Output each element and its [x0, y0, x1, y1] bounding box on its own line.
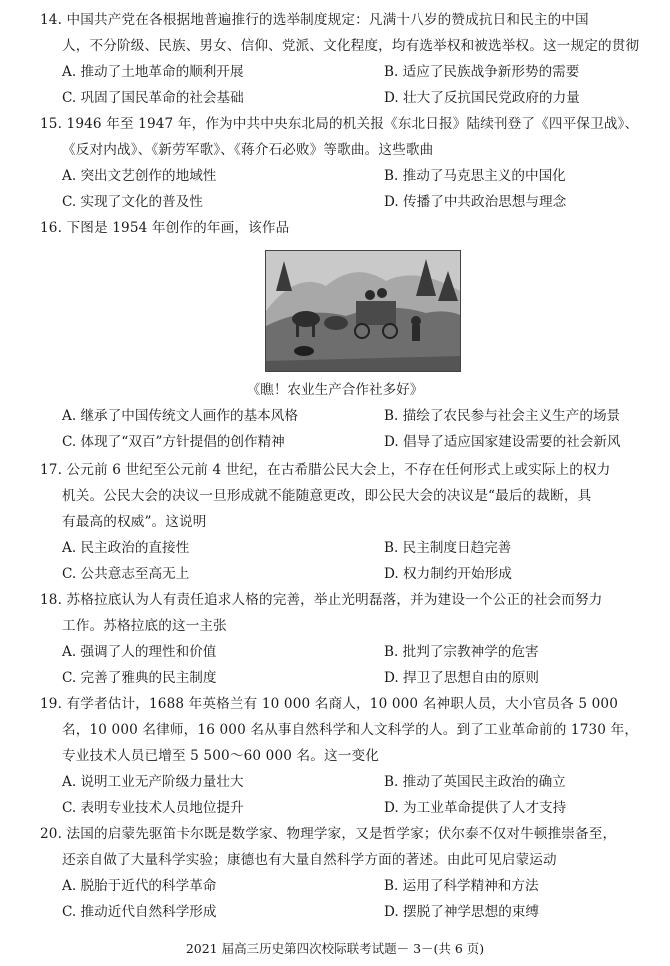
question-15-stem-line-2: 《反对内战》、《新劳军歌》、《蒋介石必败》等歌曲。这些歌曲: [62, 142, 434, 158]
question-17-option-a: A. 民主政治的直接性: [62, 540, 190, 556]
question-17-stem-line-3: 有最高的权威”。这说明: [62, 514, 207, 530]
question-19-stem-line-1: 19. 有学者估计，1688 年英格兰有 10 000 名商人，10 000 名神职人员，大小官员各 5 000: [40, 696, 619, 712]
question-17-option-d: D. 权力制约开始形成: [384, 566, 512, 582]
question-19-stem-line-3: 专业技术人员已增至 5 500～60 000 名。这一变化: [62, 748, 379, 764]
question-20-option-c: C. 推动近代自然科学形成: [62, 904, 217, 920]
question-19-option-c: C. 表明专业技术人员地位提升: [62, 800, 244, 816]
question-14-option-d: D. 壮大了反抗国民党政府的力量: [384, 90, 580, 106]
painting-illustration: [266, 251, 460, 371]
question-18-option-d: D. 捍卫了思想自由的原则: [384, 670, 539, 686]
question-18-stem-line-1: 18. 苏格拉底认为人有责任追求人格的完善，举止光明磊落，并为建设一个公正的社会而努力: [40, 592, 603, 608]
question-20-option-b: B. 运用了科学精神和方法: [384, 878, 539, 894]
question-14-option-b: B. 适应了民族战争新形势的需要: [384, 64, 580, 80]
question-20-option-a: A. 脱胎于近代的科学革命: [62, 878, 217, 894]
page-footer: 2021 届高三历史第四次校际联考试题－ 3－(共 6 页): [185, 941, 485, 956]
question-14-option-a: A. 推动了土地革命的顺利开展: [62, 64, 244, 80]
question-16-option-c: C. 体现了“双百”方针提倡的创作精神: [62, 434, 285, 450]
question-15-option-c: C. 实现了文化的普及性: [62, 194, 203, 210]
question-16-option-b: B. 描绘了农民参与社会主义生产的场景: [384, 408, 621, 424]
question-19-option-a: A. 说明工业无产阶级力量壮大: [62, 774, 244, 790]
question-15-option-d: D. 传播了中共政治思想与理念: [384, 194, 567, 210]
question-18-stem-line-2: 工作。苏格拉底的这一主张: [62, 618, 227, 634]
question-14-option-c: C. 巩固了国民革命的社会基础: [62, 90, 244, 106]
question-18-option-a: A. 强调了人的理性和价值: [62, 644, 217, 660]
new-year-painting-image: [265, 250, 461, 372]
painting-caption: 《瞧！农业生产合作社多好》: [246, 382, 424, 398]
question-17-option-c: C. 公共意志至高无上: [62, 566, 190, 582]
question-16-option-a: A. 继承了中国传统文人画作的基本风格: [62, 408, 298, 424]
question-16-stem: 16. 下图是 1954 年创作的年画，该作品: [40, 220, 290, 236]
question-18-option-c: C. 完善了雅典的民主制度: [62, 670, 217, 686]
question-17-stem-line-2: 机关。公民大会的决议一旦形成就不能随意更改，即公民大会的决议是“最后的裁断，具: [62, 488, 592, 504]
question-19-option-d: D. 为工业革命提供了人才支持: [384, 800, 567, 816]
question-20-stem-line-1: 20. 法国的启蒙先驱笛卡尔既是数学家、物理学家，又是哲学家；伏尔泰不仅对牛顿推崇备至，: [40, 826, 617, 842]
question-17-stem-line-1: 17. 公元前 6 世纪至公元前 4 世纪，在古希腊公民大会上，不存在任何形式上或实际上的权力: [40, 462, 611, 478]
question-19-option-b: B. 推动了英国民主政治的确立: [384, 774, 566, 790]
question-15-option-b: B. 推动了马克思主义的中国化: [384, 168, 566, 184]
question-18-option-b: B. 批判了宗教神学的危害: [384, 644, 539, 660]
question-20-stem-line-2: 还亲自做了大量科学实验；康德也有大量自然科学方面的著述。由此可见启蒙运动: [62, 852, 557, 868]
question-16-option-d: D. 倡导了适应国家建设需要的社会新风: [384, 434, 621, 450]
question-20-option-d: D. 摆脱了神学思想的束缚: [384, 904, 539, 920]
question-19-stem-line-2: 名，10 000 名律师，16 000 名从事自然科学和人文科学的人。到了工业革命前的 1730 年，: [62, 722, 639, 738]
question-15-option-a: A. 突出文艺创作的地域性: [62, 168, 217, 184]
question-15-stem-line-1: 15. 1946 年至 1947 年，作为中共中央东北局的机关报《东北日报》陆续刊登了《四平保卫战》、: [40, 116, 639, 132]
question-17-option-b: B. 民主制度日趋完善: [384, 540, 512, 556]
question-14-stem-line-1: 14. 中国共产党在各根据地普遍推行的选举制度规定：凡满十八岁的赞成抗日和民主的中国: [40, 12, 589, 28]
question-14-stem-line-2: 人，不分阶级、民族、男女、信仰、党派、文化程度，均有选举权和被选举权。这一规定的贯彻: [62, 38, 640, 54]
